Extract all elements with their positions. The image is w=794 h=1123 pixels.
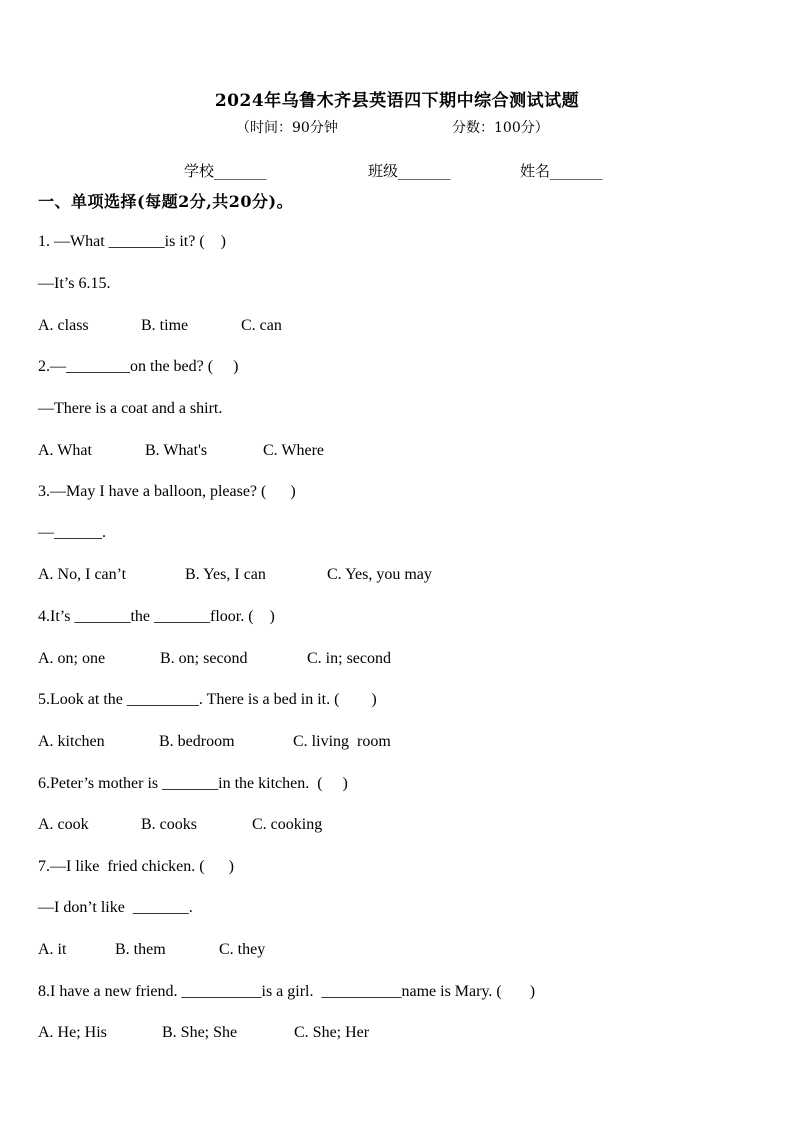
question-4-option-a: A. on; one xyxy=(38,650,106,667)
section-heading: 一、单项选择(每题2分,共20分)。 xyxy=(38,192,294,211)
question-6-option-b: B. cooks xyxy=(141,816,197,833)
score-info: 分数：100分） xyxy=(452,120,549,136)
question-5-option-c: C. living room xyxy=(293,733,391,750)
question-6-option-a: A. cook xyxy=(38,816,89,833)
question-8-option-b: B. She; She xyxy=(162,1024,238,1041)
name-field: 姓名_______ xyxy=(520,162,603,180)
question-2-line-1: 2.—________on the bed? ( ) xyxy=(38,358,239,375)
question-2-option-c: C. Where xyxy=(263,442,325,459)
school-field: 学校_______ xyxy=(184,162,267,180)
exam-title: 2024年乌鲁木齐县英语四下期中综合测试试题 xyxy=(214,91,580,111)
question-7-option-b: B. them xyxy=(115,941,166,958)
question-5-option-b: B. bedroom xyxy=(159,733,235,750)
question-1-option-c: C. can xyxy=(241,317,282,334)
question-7-line-1: 7.—I like fried chicken. ( ) xyxy=(38,858,234,875)
question-8-line-1: 8.I have a new friend. __________is a girl. __________name is Mary. ( ) xyxy=(38,983,536,1000)
question-3-line-1: 3.—May I have a balloon, please? ( ) xyxy=(38,483,296,500)
question-3-option-b: B. Yes, I can xyxy=(185,566,266,583)
time-info: （时间：90分钟 xyxy=(236,120,338,136)
question-8-option-a: A. He; His xyxy=(38,1024,107,1041)
question-4-option-c: C. in; second xyxy=(307,650,391,667)
question-3-line-2: —______. xyxy=(38,524,106,541)
question-1-option-b: B. time xyxy=(141,317,189,334)
question-1-option-a: A. class xyxy=(38,317,89,334)
question-8-option-c: C. She; Her xyxy=(294,1024,370,1041)
question-7-option-c: C. they xyxy=(219,941,266,958)
question-6-option-c: C. cooking xyxy=(252,816,323,833)
question-3-option-c: C. Yes, you may xyxy=(327,566,432,583)
class-field: 班级_______ xyxy=(368,162,451,180)
question-4-line-1: 4.It’s _______the _______floor. ( ) xyxy=(38,608,275,625)
question-5-line-1: 5.Look at the _________. There is a bed in it. ( ) xyxy=(38,691,377,708)
question-7-line-2: —I don’t like _______. xyxy=(38,899,193,916)
question-5-option-a: A. kitchen xyxy=(38,733,105,750)
question-1-line-1: 1. —What _______is it? ( ) xyxy=(38,233,226,250)
question-2-option-b: B. What's xyxy=(145,442,208,459)
question-2-option-a: A. What xyxy=(38,442,92,459)
question-6-line-1: 6.Peter’s mother is _______in the kitchen. ( ) xyxy=(38,775,348,792)
question-3-option-a: A. No, I can’t xyxy=(38,566,127,583)
question-7-option-a: A. it xyxy=(38,941,67,958)
question-4-option-b: B. on; second xyxy=(160,650,248,667)
question-2-line-2: —There is a coat and a shirt. xyxy=(38,400,223,417)
question-1-line-2: —It’s 6.15. xyxy=(38,275,111,292)
